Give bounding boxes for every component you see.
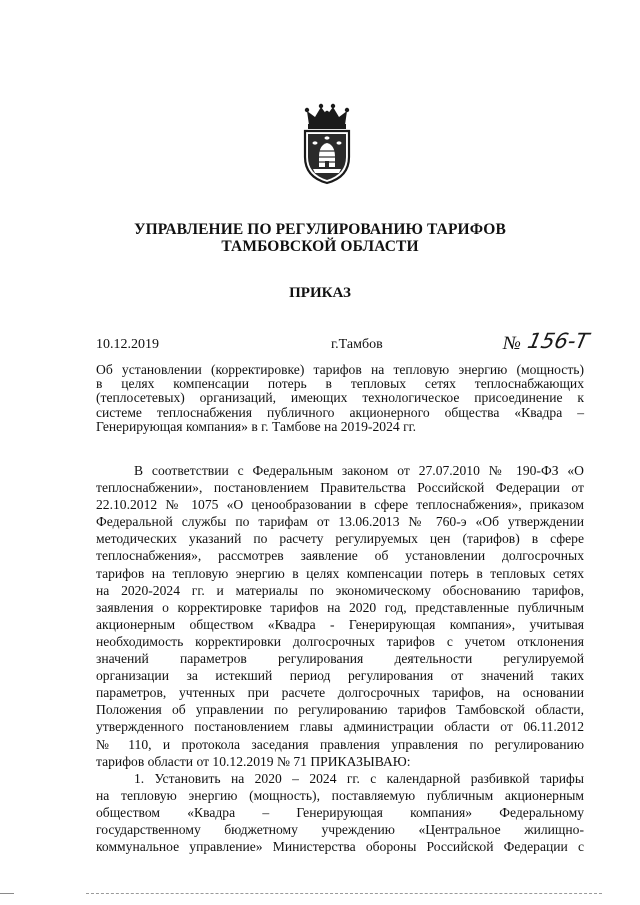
body-line: В соответствии с Федеральным законом от 27.07.2010 № 190-ФЗ «О [134,463,584,478]
body-line: коммунальное управление» Министерства обороны Российской Федерации с [96,839,584,855]
subject-line: системе теплоснабжения публичного акционерного общества «Квадра – [96,404,584,420]
body-line: Положения об управлении по регулированию тарифов Тамбовской области, [96,702,584,718]
document-subject [96,363,584,434]
body-line: параметров, учтенных при расчете долгосрочных тарифов, на основании [96,685,584,701]
subject-line: Генерирующая компания» в г. Тамбове на 2019-2024 гг. [96,418,417,434]
document-number-label: № [503,333,521,354]
body-line: Федеральной службы по тарифам от 13.06.2013 № 760-э «Об утверждении [96,514,584,530]
body-line: теплоснабжения», рассмотрев заявление об установлении долгосрочных [96,548,584,564]
document-body [96,462,584,855]
body-line: организации за истекший период регулирования от значений таких [96,668,584,684]
subject-line: Об установлении (корректировке) тарифов на тепловую энергию (мощность) [96,362,584,377]
body-line: значений параметров регулирования деятельности регулируемой [96,651,584,667]
document-date: 10.12.2019 [96,337,159,352]
agency-name-line2: ТАМБОВСКОЙ ОБЛАСТИ [221,238,419,255]
body-line: методических указаний по расчету регулируемых цен (тарифов) в сфере [96,531,584,547]
document-type-title: ПРИКАЗ [289,285,351,301]
body-line: на тепловую энергию (мощность), поставляемую публичным акционерным [96,787,584,803]
subject-line: в целях компенсации потерь в тепловых сетях теплоснабжающих [96,376,584,392]
body-line: № 110, и протокола заседания правления управления по регулированию [96,736,584,752]
body-line: утвержденного постановлением главы администрации области от 06.11.2012 [96,719,584,735]
body-line: обществом «Квадра – Генерирующая компания» Федеральному [96,804,584,820]
coat-of-arms-icon [295,103,359,185]
body-line: 22.10.2012 № 1075 «О ценообразовании в сфере теплоснабжения», приказом [96,497,584,513]
scan-edge-line [0,893,14,894]
body-line: акционерным обществом «Квадра - Генерирующая компания», учитывая [96,616,584,632]
subject-line: (теплосетевых) организаций, имеющих технологическое присоединение к [96,390,584,406]
body-line: тарифов на тепловую энергию в целях компенсации потерь в тепловых сетях [96,565,584,581]
agency-name-line1: УПРАВЛЕНИЕ ПО РЕГУЛИРОВАНИЮ ТАРИФОВ [134,221,506,238]
body-line: государственному бюджетному учреждению «Центральное жилищно- [96,821,584,837]
scan-edge-line [86,893,602,894]
document-city: г.Тамбов [331,337,383,352]
body-line: теплоснабжении», постановлением Правительства Российской Федерации от [96,480,584,496]
body-line: на 2020-2024 гг. и материалы по экономическому обоснованию тарифов, [96,582,584,598]
body-line: необходимость корректировки долгосрочных тарифов с учетом отклонения [96,633,584,649]
body-line: 1. Установить на 2020 – 2024 гг. с календарной разбивкой тарифы [134,770,584,786]
body-line: тарифов области от 10.12.2019 № 71 ПРИКАЗЫВАЮ: [96,753,411,769]
body-line: заявления о корректировке тарифов на 2020 год, представленные публичным [96,599,584,615]
document-number-handwritten: 156-Т [525,329,592,353]
